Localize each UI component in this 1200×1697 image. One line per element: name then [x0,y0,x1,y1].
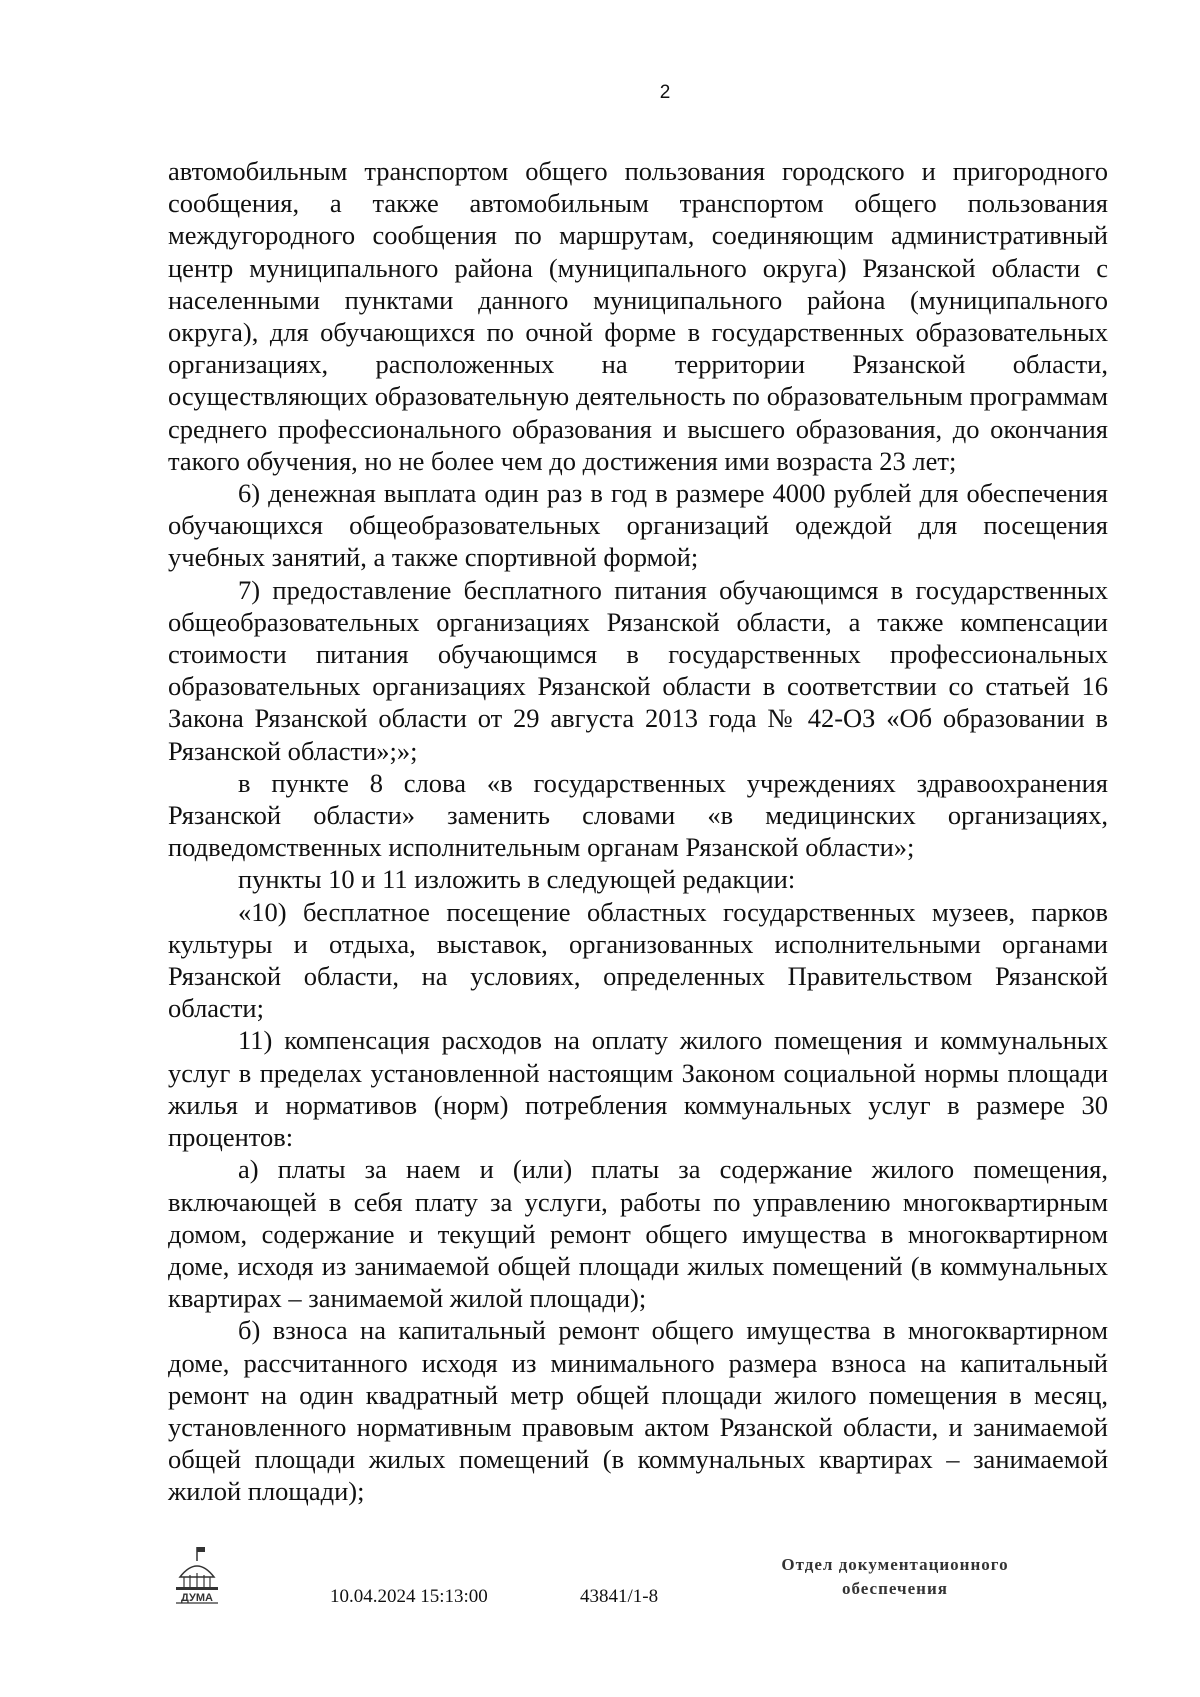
duma-logo-text: ДУМА [181,1592,213,1604]
footer-date-time: 10.04.2024 15:13:00 [330,1586,488,1607]
page-number: 2 [659,82,671,103]
paragraph-points-10-11-intro: пункты 10 и 11 изложить в следующей редакции: [238,864,796,895]
duma-logo [172,1545,222,1605]
stamp-line-2: обеспечения [842,1579,948,1598]
paragraph-subitem-b: б) взноса на капитальный ремонт общего имущества в многоквартирном доме, рассчитанного исходя из минимального размера взноса на капитальный ремонт на один квадратный метр общей площади жилого помещения в месяц, установленного нормативным правовым актом Рязанской области, и занимаемой общей площади жилых помещений (в коммунальных квартирах – занимаемой жилой площади); [168,1315,1108,1507]
paragraph-transport: автомобильным транспортом общего пользования городского и пригородного сообщения, а также автомобильным транспортом общего пользования междугородного сообщения по маршрутам, соединяющим административный центр муниципального района (муниципального округа) Рязанской области с населенными пунктами данного муниципального района (муниципального округа), для обучающихся по очной форме в государственных образовательных организациях, расположенных на территории Рязанской области, осуществляющих образовательную деятельность по образовательным программам среднего профессионального образования и высшего образования, до окончания такого обучения, но не более чем до достижения ими возраста 23 лет; [168,156,1108,476]
paragraph-subitem-a: а) платы за наем и (или) платы за содержание жилого помещения, включающей в себя плату за услуги, работы по управлению многоквартирным домом, содержание и текущий ремонт общего имущества в многоквартирном доме, исходя из занимаемой общей площади жилых помещений (в коммунальных квартирах – занимаемой жилой площади); [168,1154,1108,1314]
paragraph-item-10: «10) бесплатное посещение областных государственных музеев, парков культуры и отдыха, выставок, организованных исполнительными органами Рязанской области, на условиях, определенных Правительством Рязанской области; [168,896,1108,1024]
paragraph-item-7: 7) предоставление бесплатного питания обучающимся в государственных общеобразовательных организациях Рязанской области, а также компенсации стоимости питания обучающимся в государственных профессиональных образовательных организациях Рязанской области в соответствии со статьей 16 Закона Рязанской области от 29 августа 2013 года № 42-ОЗ «Об образовании в Рязанской области»;»; [168,574,1108,766]
paragraph-item-6: 6) денежная выплата один раз в год в размере 4000 рублей для обеспечения обучающихся общеобразовательных организаций одеждой для посещения учебных занятий, а также спортивной формой; [168,478,1108,573]
paragraph-item-11: 11) компенсация расходов на оплату жилого помещения и коммунальных услуг в пределах установленной настоящим Законом социальной нормы площади жилья и нормативов (норм) потребления коммунальных услуг в размере 30 процентов: [168,1025,1108,1153]
footer-doc-number: 43841/1-8 [580,1586,659,1607]
department-stamp [740,1553,1050,1601]
document-body [168,155,1108,1508]
stamp-line-1: Отдел документационного [781,1555,1009,1574]
paragraph-point-8: в пункте 8 слова «в государственных учреждениях здравоохранения Рязанской области» заменить словами «в медицинских организациях, подведомственных исполнительным органам Рязанской области»; [168,767,1108,863]
